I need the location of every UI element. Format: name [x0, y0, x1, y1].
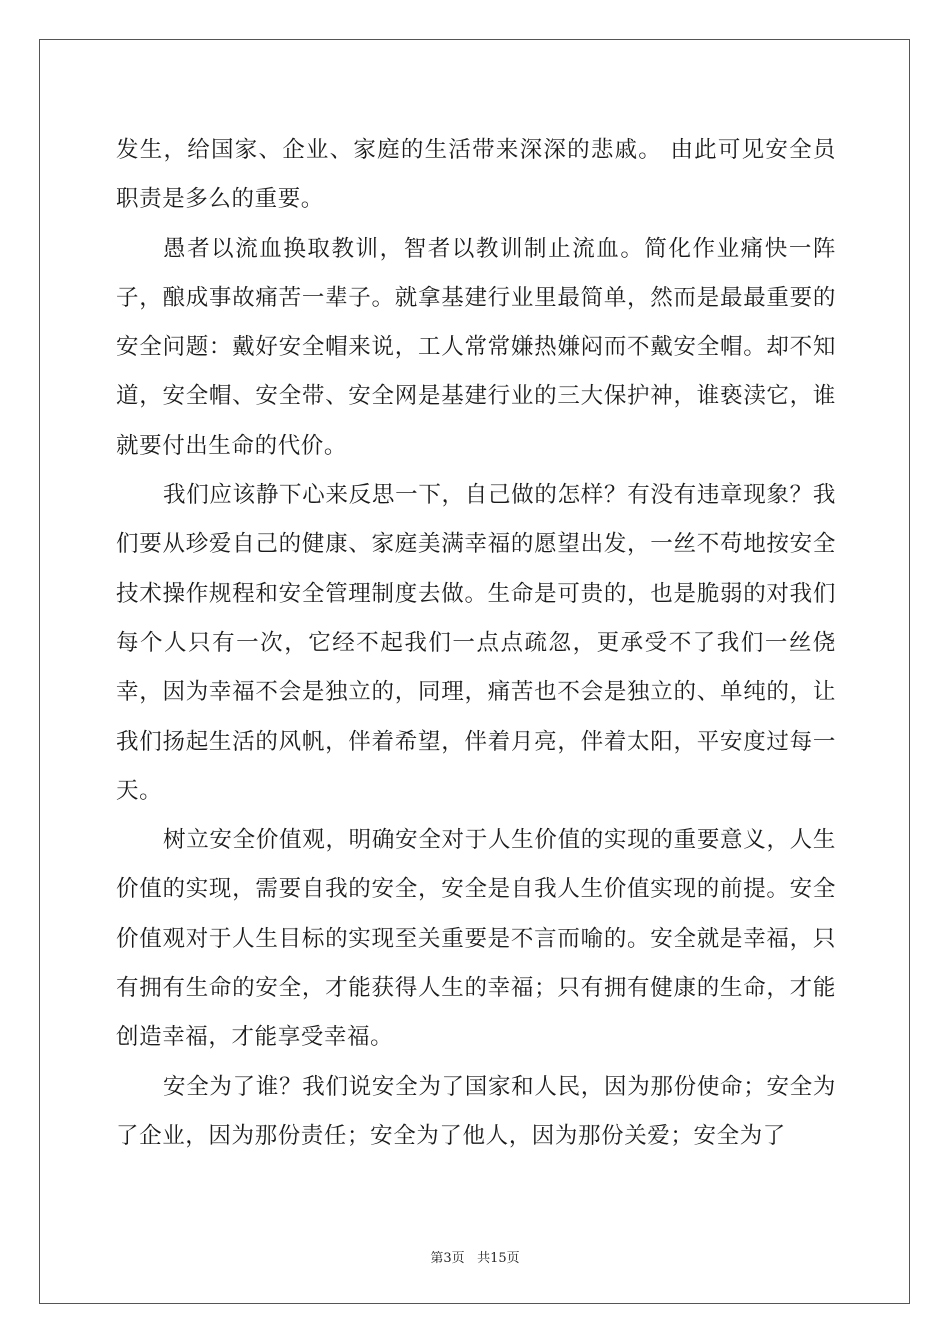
page-total: 共15页 [477, 1251, 520, 1266]
document-body [116, 126, 836, 1161]
page-number: 第3页 [430, 1251, 465, 1266]
paragraph-2: 愚者以流血换取教训，智者以教训制止流血。简化作业痛快一阵子，酿成事故痛苦一辈子。就拿基建行业里最简单，然而是最最重要的安全问题：戴好安全帽来说，工人常常嫌热嫌闷而不戴安全帽。却不知道，安全帽、安全带、安全网是基建行业的三大保护神，谁亵渎它，谁就要付出生命的代价。 [116, 235, 836, 459]
paragraph-4: 树立安全价值观，明确安全对于人生价值的实现的重要意义，人生价值的实现，需要自我的安全，安全是自我人生价值实现的前提。安全价值观对于人生目标的实现至关重要是不言而喻的。安全就是幸福，只有拥有生命的安全，才能获得人生的幸福；只有拥有健康的生命，才能创造幸福，才能享受幸福。 [116, 827, 836, 1051]
paragraph-1: 发生，给国家、企业、家庭的生活带来深深的悲戚。 由此可见安全员职责是多么的重要。 [116, 137, 836, 213]
page-footer [0, 1247, 950, 1266]
paragraph-3: 我们应该静下心来反思一下，自己做的怎样？有没有违章现象？我们要从珍爱自己的健康、家庭美满幸福的愿望出发，一丝不苟地按安全技术操作规程和安全管理制度去做。生命是可贵的，也是脆弱的对我们每个人只有一次，它经不起我们一点点疏忽，更承受不了我们一丝侥幸，因为幸福不会是独立的，同理，痛苦也不会是独立的、单纯的，让我们扬起生活的风帆，伴着希望，伴着月亮，伴着太阳，平安度过每一天。 [116, 482, 836, 804]
paragraph-5: 安全为了谁？我们说安全为了国家和人民，因为那份使命；安全为了企业，因为那份责任；安全为了他人，因为那份关爱；安全为了 [116, 1073, 836, 1149]
